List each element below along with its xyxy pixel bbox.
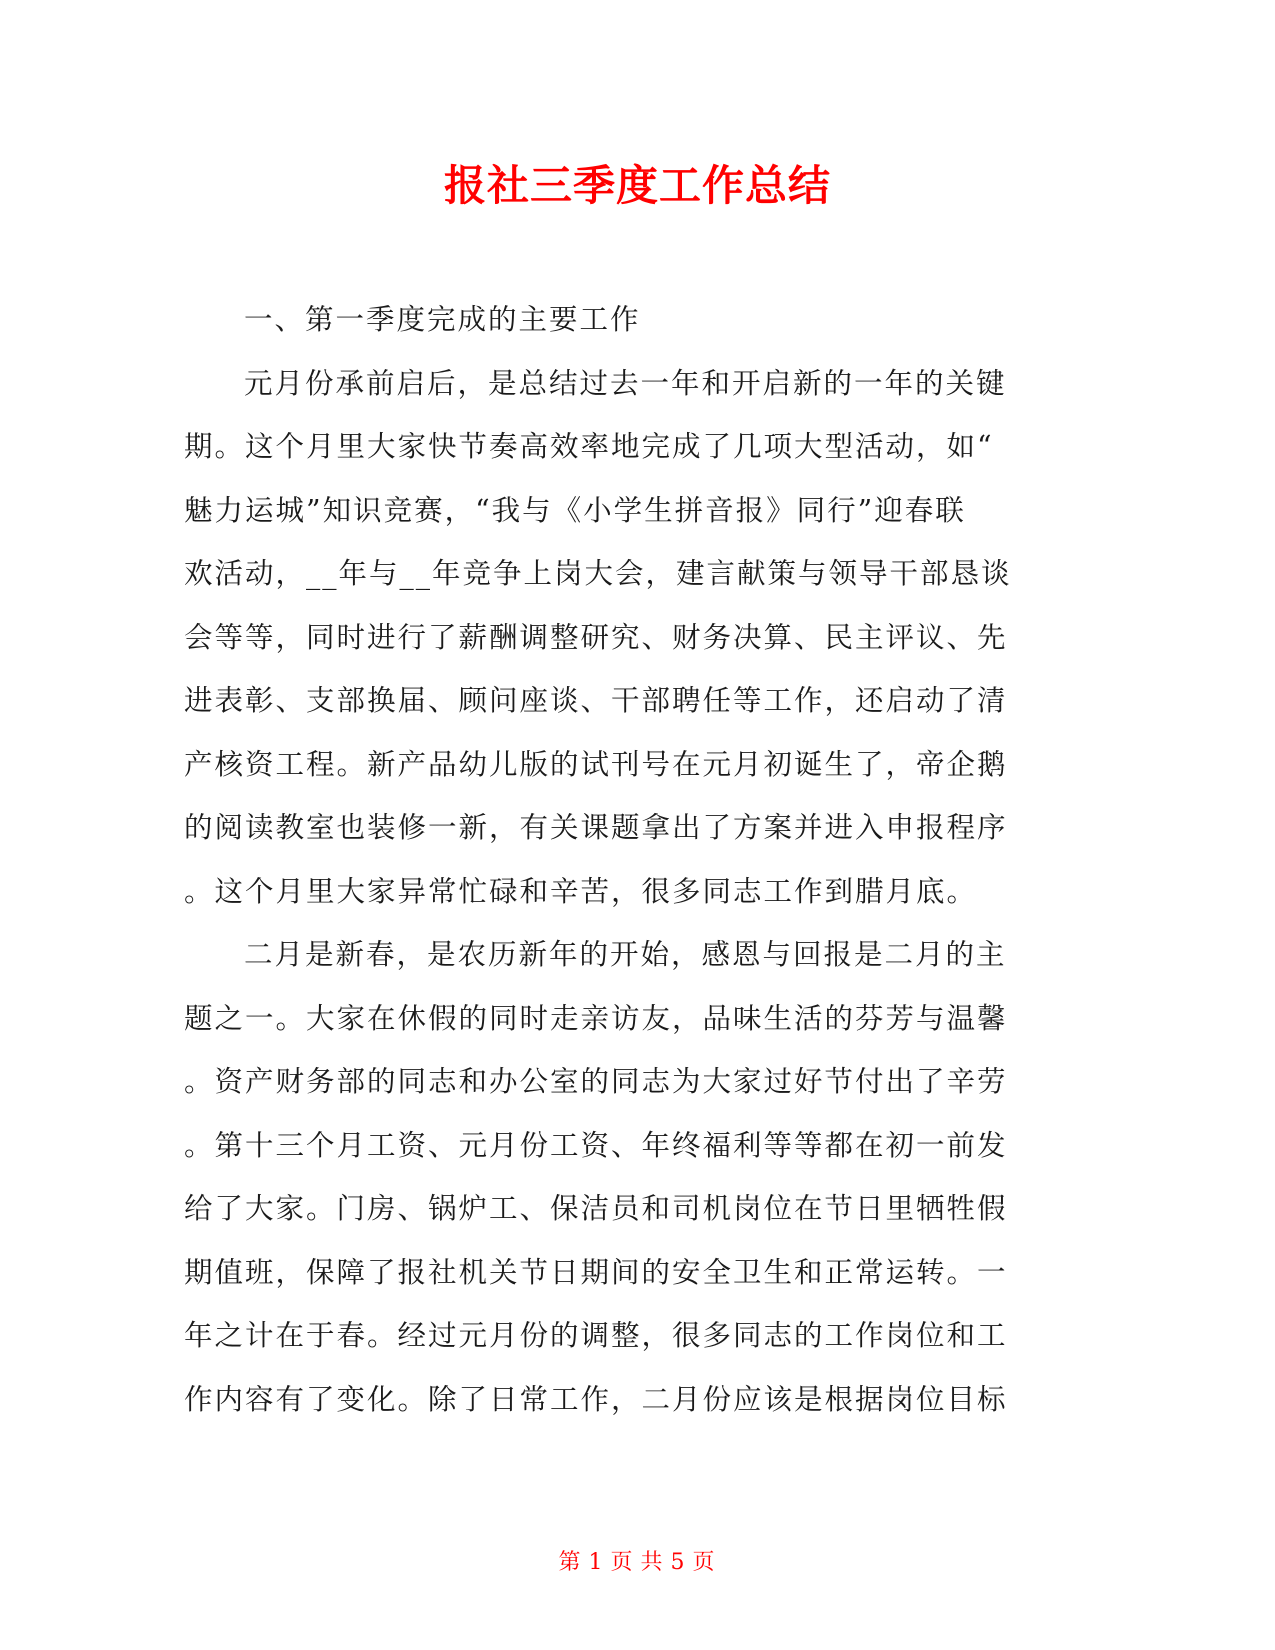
paragraph-line: 作内容有了变化。除了日常工作，二月份应该是根据岗位目标 xyxy=(184,1382,1008,1416)
paragraph-line: 题之一。大家在休假的同时走亲访友，品味生活的芬芳与温馨 xyxy=(184,1001,1008,1035)
page-label-prefix: 第 xyxy=(558,1550,583,1575)
paragraph-line: 会等等，同时进行了薪酬调整研究、财务决算、民主评议、先 xyxy=(184,620,1008,654)
page-label-total-prefix: 共 xyxy=(640,1550,665,1575)
paragraph-line: 年之计在于春。经过元月份的调整，很多同志的工作岗位和工 xyxy=(184,1319,1008,1352)
paragraph-line: 期。这个月里大家快节奏高效率地完成了几项大型活动，如“ xyxy=(184,430,994,463)
paragraph-line: 。资产财务部的同志和办公室的同志为大家过好节付出了辛劳 xyxy=(184,1065,1008,1098)
paragraph-line: 。这个月里大家异常忙碌和辛苦，很多同志工作到腊月底。 xyxy=(184,874,978,908)
paragraph-line: 欢活动，__年与__年竞争上岗大会，建言献策与领导干部恳谈 xyxy=(184,557,1012,590)
section-heading: 一、第一季度完成的主要工作 xyxy=(244,303,641,336)
page-total: 5 xyxy=(670,1550,687,1575)
paragraph-line: 。第十三个月工资、元月份工资、年终福利等等都在初一前发 xyxy=(184,1128,1008,1162)
page-footer xyxy=(0,1548,1275,1578)
page-label-suffix: 页 xyxy=(692,1550,717,1575)
paragraph-line: 魅力运城”知识竞赛，“我与《小学生拼音报》同行”迎春联 xyxy=(184,493,966,527)
page-current: 1 xyxy=(588,1550,605,1575)
document-title: 报社三季度工作总结 xyxy=(443,161,831,210)
paragraph-line: 元月份承前启后，是总结过去一年和开启新的一年的关键 xyxy=(244,366,1007,400)
paragraph-line: 期值班，保障了报社机关节日期间的安全卫生和正常运转。一 xyxy=(184,1255,1008,1289)
paragraph-line: 给了大家。门房、锅炉工、保洁员和司机岗位在节日里牺牲假 xyxy=(184,1192,1008,1225)
paragraph-line: 二月是新春，是农历新年的开始，感恩与回报是二月的主 xyxy=(244,938,1007,971)
paragraph-line: 产核资工程。新产品幼儿版的试刊号在元月初诞生了，帝企鹅 xyxy=(184,747,1008,781)
page-label-mid: 页 xyxy=(610,1550,635,1575)
document-body xyxy=(184,288,1044,1431)
paragraph-line: 进表彰、支部换届、顾问座谈、干部聘任等工作，还启动了清 xyxy=(184,684,1008,717)
paragraph-line: 的阅读教室也装修一新，有关课题拿出了方案并进入申报程序 xyxy=(184,811,1008,844)
